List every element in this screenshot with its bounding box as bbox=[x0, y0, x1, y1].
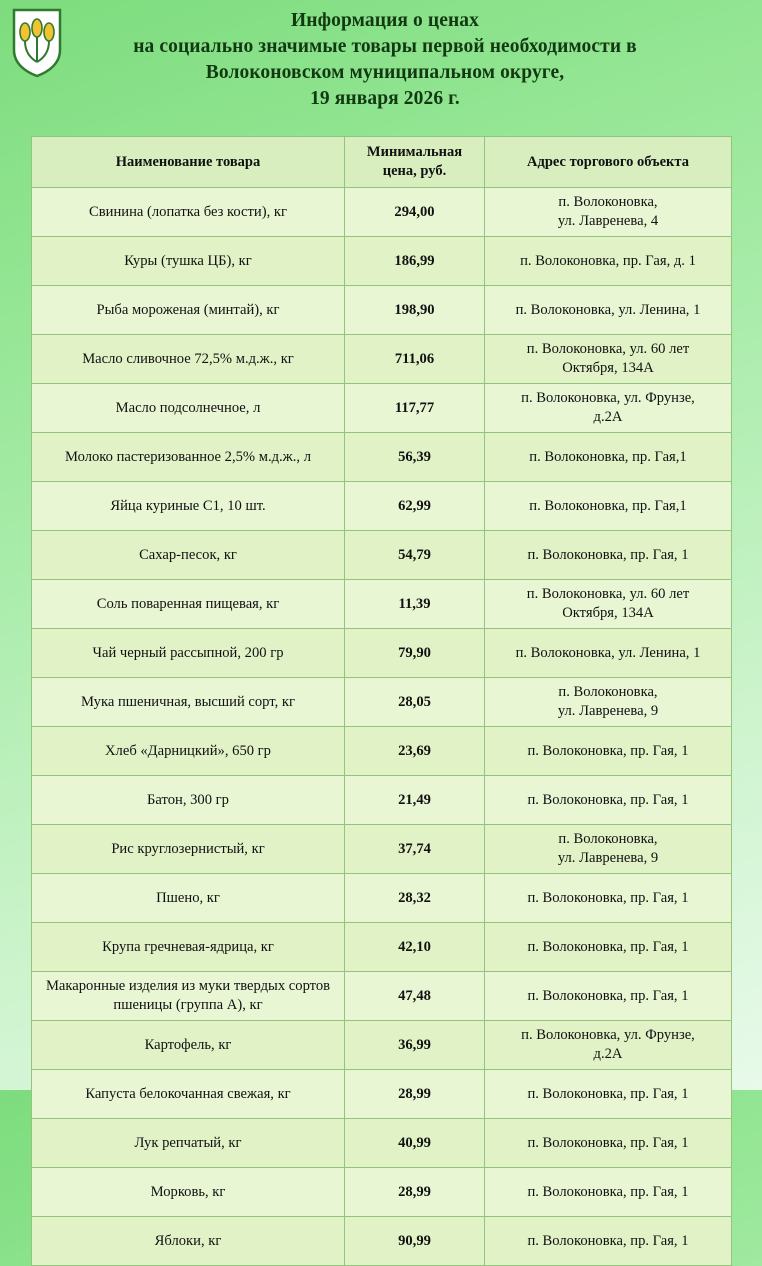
table-row bbox=[32, 972, 732, 1021]
cell-address bbox=[485, 384, 732, 433]
cell-product-name: Батон, 300 гр bbox=[32, 776, 345, 825]
cell-address bbox=[485, 923, 732, 972]
column-header-product: Наименование товара bbox=[32, 137, 345, 188]
cell-product-name: Мука пшеничная, высший сорт, кг bbox=[32, 678, 345, 727]
address-line: д.2А bbox=[593, 1046, 623, 1062]
table-row bbox=[32, 776, 732, 825]
cell-address bbox=[485, 1021, 732, 1070]
cell-product-name: Крупа гречневая-ядрица, кг bbox=[32, 923, 345, 972]
cell-product-name: Лук репчатый, кг bbox=[32, 1119, 345, 1168]
table-row bbox=[32, 1021, 732, 1070]
address-line: п. Волоконовка, пр. Гая, 1 bbox=[527, 1183, 689, 1200]
table-row bbox=[32, 188, 732, 237]
table-row bbox=[32, 384, 732, 433]
cell-price: 28,99 bbox=[345, 1168, 485, 1217]
table-row bbox=[32, 923, 732, 972]
cell-price: 42,10 bbox=[345, 923, 485, 972]
address-line: п. Волоконовка, пр. Гая, 1 bbox=[527, 546, 689, 563]
title-line-1: Информация о ценах bbox=[290, 10, 480, 31]
cell-address bbox=[485, 1119, 732, 1168]
address-line: п. Волоконовка, ул. Фрунзе, bbox=[521, 1027, 695, 1043]
cell-address bbox=[485, 482, 732, 531]
table-row bbox=[32, 482, 732, 531]
cell-price: 11,39 bbox=[345, 580, 485, 629]
price-table-body bbox=[32, 188, 732, 1266]
cell-product-name: Яйца куриные С1, 10 шт. bbox=[32, 482, 345, 531]
cell-product-name: Чай черный рассыпной, 200 гр bbox=[32, 629, 345, 678]
table-row bbox=[32, 629, 732, 678]
cell-product-name: Капуста белокочанная свежая, кг bbox=[32, 1070, 345, 1119]
table-row bbox=[32, 286, 732, 335]
cell-address bbox=[485, 972, 732, 1021]
cell-price: 54,79 bbox=[345, 531, 485, 580]
cell-address bbox=[485, 1168, 732, 1217]
title-line-2: на социально значимые товары первой необходимости в bbox=[133, 36, 637, 57]
cell-address bbox=[485, 776, 732, 825]
address-line: ул. Лавренева, 9 bbox=[557, 850, 659, 866]
address-line: п. Волоконовка, пр. Гая, 1 bbox=[527, 1085, 689, 1102]
cell-price: 79,90 bbox=[345, 629, 485, 678]
table-row bbox=[32, 825, 732, 874]
table-row bbox=[32, 1070, 732, 1119]
title-line-4: 19 января 2026 г. bbox=[310, 88, 460, 109]
address-line: п. Волоконовка, пр. Гая, 1 bbox=[527, 987, 689, 1004]
address-line: п. Волоконовка, ул. 60 лет bbox=[526, 341, 690, 357]
address-line: п. Волоконовка, пр. Гая, 1 bbox=[527, 1232, 689, 1249]
cell-product-name: Яблоки, кг bbox=[32, 1217, 345, 1266]
cell-address bbox=[485, 874, 732, 923]
address-line: п. Волоконовка, ул. 60 лет bbox=[526, 586, 690, 602]
table-row bbox=[32, 1217, 732, 1266]
cell-product-name: Хлеб «Дарницкий», 650 гр bbox=[32, 727, 345, 776]
table-row bbox=[32, 678, 732, 727]
address-line: п. Волоконовка, bbox=[558, 684, 658, 700]
table-row bbox=[32, 237, 732, 286]
cell-product-name: Куры (тушка ЦБ), кг bbox=[32, 237, 345, 286]
cell-price: 90,99 bbox=[345, 1217, 485, 1266]
cell-product-name: Рис круглозернистый, кг bbox=[32, 825, 345, 874]
cell-address bbox=[485, 825, 732, 874]
cell-product-name: Пшено, кг bbox=[32, 874, 345, 923]
cell-product-name: Макаронные изделия из муки твердых сортов пшеницы (группа А), кг bbox=[32, 972, 345, 1021]
column-header-price-line-1: Минимальная bbox=[366, 144, 463, 160]
price-table bbox=[31, 136, 732, 1266]
cell-product-name: Рыба мороженая (минтай), кг bbox=[32, 286, 345, 335]
cell-address bbox=[485, 1070, 732, 1119]
cell-product-name: Картофель, кг bbox=[32, 1021, 345, 1070]
table-row bbox=[32, 580, 732, 629]
cell-price: 28,99 bbox=[345, 1070, 485, 1119]
cell-product-name: Морковь, кг bbox=[32, 1168, 345, 1217]
address-line: д.2А bbox=[593, 409, 623, 425]
address-line: п. Волоконовка, bbox=[558, 831, 658, 847]
cell-product-name: Соль поваренная пищевая, кг bbox=[32, 580, 345, 629]
cell-address bbox=[485, 1217, 732, 1266]
table-row bbox=[32, 433, 732, 482]
cell-address bbox=[485, 286, 732, 335]
cell-price: 294,00 bbox=[345, 188, 485, 237]
address-line: п. Волоконовка, ул. Ленина, 1 bbox=[515, 301, 701, 318]
address-line: п. Волоконовка, пр. Гая,1 bbox=[529, 448, 687, 465]
cell-address bbox=[485, 188, 732, 237]
address-line: п. Волоконовка, ул. Ленина, 1 bbox=[515, 644, 701, 661]
cell-address bbox=[485, 433, 732, 482]
title-line-3: Волоконовском муниципальном округе, bbox=[205, 62, 565, 83]
address-line: п. Волоконовка, пр. Гая, 1 bbox=[527, 889, 689, 906]
address-line: п. Волоконовка, bbox=[558, 194, 658, 210]
address-line: п. Волоконовка, пр. Гая, 1 bbox=[527, 938, 689, 955]
address-line: п. Волоконовка, пр. Гая, 1 bbox=[527, 742, 689, 759]
cell-price: 36,99 bbox=[345, 1021, 485, 1070]
cell-product-name: Сахар-песок, кг bbox=[32, 531, 345, 580]
cell-price: 62,99 bbox=[345, 482, 485, 531]
cell-price: 117,77 bbox=[345, 384, 485, 433]
cell-address bbox=[485, 531, 732, 580]
cell-price: 198,90 bbox=[345, 286, 485, 335]
address-line: п. Волоконовка, ул. Фрунзе, bbox=[521, 390, 695, 406]
cell-address bbox=[485, 580, 732, 629]
table-row bbox=[32, 1119, 732, 1168]
cell-price: 47,48 bbox=[345, 972, 485, 1021]
table-row bbox=[32, 874, 732, 923]
column-header-price-line-2: цена, руб. bbox=[382, 163, 447, 179]
cell-address bbox=[485, 237, 732, 286]
cell-address bbox=[485, 678, 732, 727]
cell-product-name: Масло подсолнечное, л bbox=[32, 384, 345, 433]
cell-price: 28,32 bbox=[345, 874, 485, 923]
cell-price: 28,05 bbox=[345, 678, 485, 727]
address-line: п. Волоконовка, пр. Гая, 1 bbox=[527, 1134, 689, 1151]
table-row bbox=[32, 1168, 732, 1217]
table-header-row bbox=[32, 137, 732, 188]
address-line: ул. Лавренева, 4 bbox=[557, 213, 659, 229]
cell-price: 23,69 bbox=[345, 727, 485, 776]
cell-price: 711,06 bbox=[345, 335, 485, 384]
price-table-container bbox=[31, 136, 731, 1266]
address-line: ул. Лавренева, 9 bbox=[557, 703, 659, 719]
column-header-price bbox=[345, 137, 485, 188]
cell-price: 40,99 bbox=[345, 1119, 485, 1168]
cell-product-name: Свинина (лопатка без кости), кг bbox=[32, 188, 345, 237]
cell-price: 56,39 bbox=[345, 433, 485, 482]
address-line: п. Волоконовка, пр. Гая, д. 1 bbox=[520, 252, 696, 269]
cell-product-name: Масло сливочное 72,5% м.д.ж., кг bbox=[32, 335, 345, 384]
address-line: п. Волоконовка, пр. Гая, 1 bbox=[527, 791, 689, 808]
column-header-address: Адрес торгового объекта bbox=[485, 137, 732, 188]
cell-address bbox=[485, 629, 732, 678]
cell-product-name: Молоко пастеризованное 2,5% м.д.ж., л bbox=[32, 433, 345, 482]
address-line: Октября, 134А bbox=[562, 360, 654, 376]
cell-price: 186,99 bbox=[345, 237, 485, 286]
cell-price: 37,74 bbox=[345, 825, 485, 874]
table-row bbox=[32, 727, 732, 776]
cell-address bbox=[485, 335, 732, 384]
address-line: Октября, 134А bbox=[562, 605, 654, 621]
cell-address bbox=[485, 727, 732, 776]
table-row bbox=[32, 531, 732, 580]
address-line: п. Волоконовка, пр. Гая,1 bbox=[529, 497, 687, 514]
table-row bbox=[32, 335, 732, 384]
page-title bbox=[40, 8, 730, 112]
cell-price: 21,49 bbox=[345, 776, 485, 825]
